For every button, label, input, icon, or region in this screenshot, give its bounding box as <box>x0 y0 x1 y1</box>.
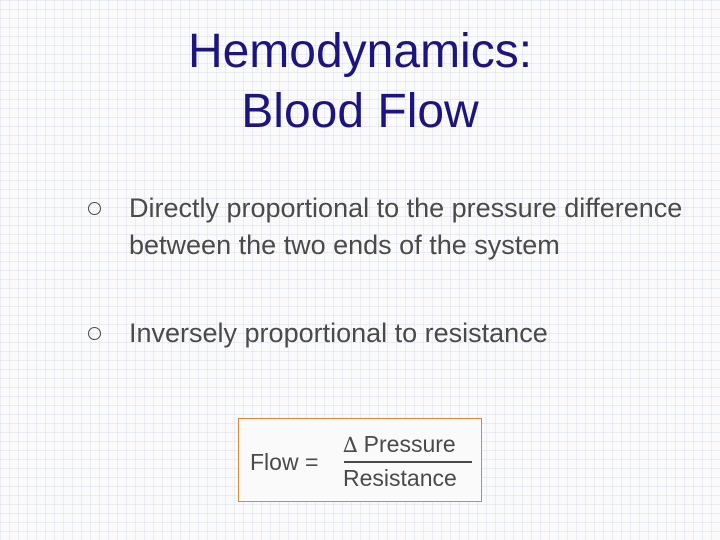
bullet-text: Directly proportional to the pressure difference between the two ends of the system <box>129 193 683 260</box>
slide-title <box>60 22 660 142</box>
flow-formula-box <box>238 418 482 502</box>
formula-denominator: Resistance <box>343 465 457 491</box>
slide-title-line-2: Blood Flow <box>241 85 479 138</box>
formula-numerator <box>343 431 456 458</box>
formula-numerator-text: Pressure <box>363 431 456 457</box>
bullet-circle-icon <box>88 202 101 215</box>
fraction-bar <box>344 461 472 463</box>
bullet-circle-icon <box>88 327 101 340</box>
formula-lhs: Flow = <box>250 449 319 475</box>
slide-title-line-1: Hemodynamics: <box>187 25 533 78</box>
bullet-text: Inversely proportional to resistance <box>129 318 548 348</box>
delta-symbol: ∆ <box>343 433 358 457</box>
